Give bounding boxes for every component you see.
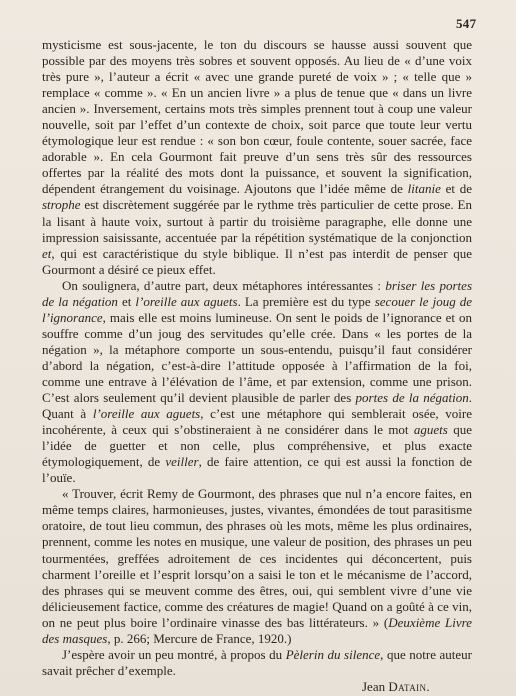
text-run: mysticisme est sous-jacente, le ton du discours se hausse aussi souvent que possible par des moyens très sobres et souvent opposés. Au lieu de « d’une voix très pure », l’auteur a écrit « avec une grande pureté de voix » ; « telle que » remplace « comme ». « En un ancien livre » a plus de tenue que « dans un livre ancien ». Inversement, certains mots très simples prennent tout à coup une valeur nouvelle, soit par l’effet d’un contexte de choix, soit parce que toute leur vertu étymologique leur est rendue : « son bon cœur, foule contente, souer sacrée, face adorable ». En cela Gourmont fait preuve d’un sens très sûr des ressources offertes par la réalité des mots dont la puissance, et souvent la signification, dépendent étrangement du voisinage. Ajoutons que l’idée même de bbox=[42, 37, 472, 197]
author-signature bbox=[362, 679, 430, 695]
italic-run: strophe bbox=[42, 197, 81, 213]
text-run: , p. 266; Mercure de France, 1920.) bbox=[107, 630, 292, 646]
italic-run: veiller bbox=[165, 454, 199, 470]
italic-run: l’oreille aux aguets bbox=[135, 293, 238, 309]
text-run: , que notre auteur savait prêcher d’exemple. bbox=[42, 646, 472, 678]
italic-run: l’oreille aux aguets bbox=[92, 406, 201, 422]
text-run: On soulignera, d’autre part, deux métaphores intéressantes : bbox=[62, 277, 386, 293]
text-run: et de bbox=[440, 181, 473, 197]
italic-run: secouer le joug de l’ignorance bbox=[42, 293, 472, 325]
text-run: , c’est une métaphore qui semblerait osée, voire incohérente, à ceux qui s’obstineraient à ne considérer dans le mot bbox=[42, 406, 473, 438]
italic-run: aguets bbox=[413, 422, 448, 438]
text-run: J’espère avoir un peu montré, à propos du bbox=[62, 646, 286, 662]
italic-run: portes de la négation bbox=[355, 390, 469, 406]
signature-last-name: Datain. bbox=[388, 679, 431, 694]
text-run: est discrètement suggérée par le rythme très particulier de cette prose. En la lisant à haute voix, surtout à partir du troisième paragraphe, elle donne une impression saisissante, accentuée par la répétition systématique de la conjonction bbox=[42, 197, 472, 245]
italic-run: Pèlerin du silence bbox=[285, 646, 381, 662]
signature-first-name: Jean bbox=[362, 679, 386, 694]
page-number: 547 bbox=[456, 16, 477, 31]
paragraph-3-quotation bbox=[42, 486, 472, 646]
text-run: que l’idée de guetter et non celle, plus compréhensive, et plus exacte étymologiquement, de bbox=[42, 422, 472, 470]
paragraph-2 bbox=[42, 278, 472, 487]
text-run: . La première est du type bbox=[237, 293, 375, 309]
text-run: « Trouver, écrit Remy de Gourmont, des phrases que nul n’a encore faites, en même temps claires, harmonieuses, justes, vivantes, émondées de tout parasitisme oratoire, de tout lieu commun, des phrases où les mots, même les plus ordinaires, prennent, comme les notes en musique, une valeur de position, des phrases un peu tourmentées, greffées adroitement de ces incidentes qui déconcertent, puis charment l’oreille et l’esprit lorsqu’on a saisi le ton et le mécanisme de l’accord, des phrases qui se meuvent comme des êtres, oui, qui semblent vivre d’une vie délicieusement factice, comme des créatures de magie! Quand on a goûté à ce vin, on ne peut plus boire l’ordinaire vinasse des bas littérateurs. » ( bbox=[42, 486, 472, 630]
text-run: , qui est caractéristique du style biblique. Il n’est pas interdit de penser que Gourmont a désiré ce pieux effet. bbox=[42, 245, 472, 277]
italic-run: et bbox=[42, 245, 52, 261]
text-run: . Quant à bbox=[42, 390, 472, 422]
body-text bbox=[42, 37, 472, 679]
text-run: et bbox=[117, 293, 136, 309]
text-run: , mais elle est moins lumineuse. On sent le poids de l’ignorance et on souffre comme d’un joug des servitudes qu’elle crée. Dans « les portes de la négation », la métaphore comporte un sous-entendu, puisqu’il faut considérer d’abord la négation, c’est-à-dire l’attitude opposée à l’affirmation de la foi, comme une entrave à l’élévation de l’âme, et par extension, comme une prison. C’est alors seulement qu’il devient plausible de parler des bbox=[42, 309, 472, 406]
italic-run: Deuxième Livre des masques bbox=[42, 614, 472, 646]
paragraph-1 bbox=[42, 37, 472, 278]
italic-run: briser les portes de la négation bbox=[42, 277, 472, 309]
text-run: , de faire attention, ce qui est aussi la fonction de l’ouïe. bbox=[42, 454, 472, 486]
paragraph-4 bbox=[42, 647, 472, 679]
italic-run: litanie bbox=[407, 181, 441, 197]
